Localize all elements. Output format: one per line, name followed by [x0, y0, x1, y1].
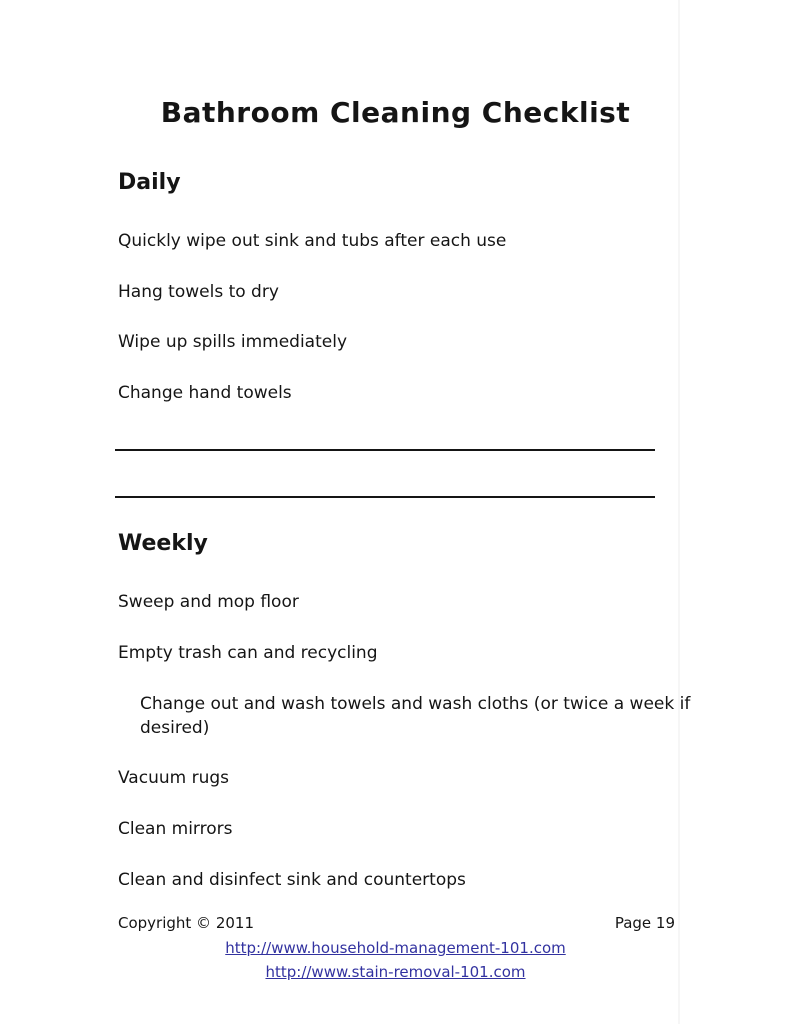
- section-heading-weekly: Weekly: [118, 531, 208, 556]
- checklist-item: Quickly wipe out sink and tubs after each use: [118, 231, 507, 251]
- write-in-line: [115, 449, 655, 451]
- checklist-item: Hang towels to dry: [118, 282, 279, 302]
- footer-link-household-management[interactable]: http://www.household-management-101.com: [225, 939, 566, 957]
- footer-link-stain-removal[interactable]: http://www.stain-removal-101.com: [265, 963, 526, 981]
- checklist-item: Change out and wash towels and wash cloths (or twice a week if desired): [140, 694, 691, 738]
- checklist-item: Wipe up spills immediately: [118, 332, 348, 352]
- checklist-item: Sweep and mop floor: [118, 592, 299, 612]
- footer-page-number: Page 19: [614, 914, 675, 932]
- section-heading-daily: Daily: [118, 170, 181, 195]
- checklist-item: Vacuum rugs: [118, 768, 229, 788]
- write-in-line: [115, 496, 655, 498]
- footer-copyright: Copyright © 2011: [118, 914, 255, 932]
- footer-links: [0, 936, 791, 984]
- checklist-item: Empty trash can and recycling: [118, 643, 378, 663]
- checklist-item: Clean mirrors: [118, 819, 233, 839]
- checklist-item: Clean and disinfect sink and countertops: [118, 870, 466, 890]
- checklist-item: Change hand towels: [118, 383, 292, 403]
- page-title: Bathroom Cleaning Checklist: [160, 96, 631, 129]
- scan-artifact-line: [678, 0, 680, 1024]
